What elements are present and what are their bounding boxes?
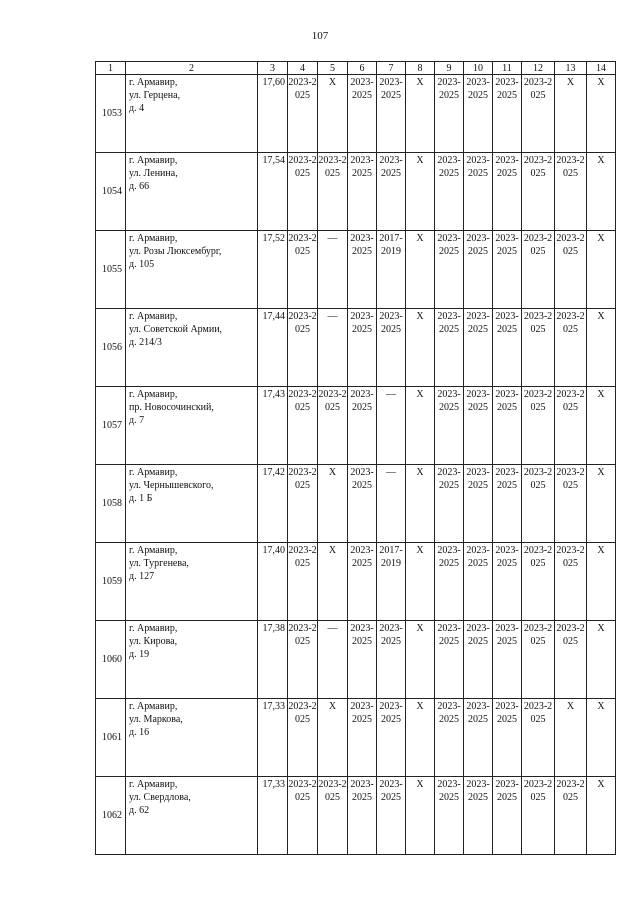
period-cell: 2023-2025 (555, 387, 587, 465)
column-header: 13 (555, 62, 587, 75)
row-number-cell: 1057 (96, 387, 126, 465)
address-line: ул. Ленина, (129, 168, 178, 179)
column-header: 11 (493, 62, 522, 75)
period-cell: Х (406, 621, 435, 699)
address-line: г. Армавир, (129, 701, 178, 712)
period-cell: 2023-2025 (435, 465, 464, 543)
period-cell: Х (587, 621, 616, 699)
period-cell: 2023-2025 (555, 621, 587, 699)
address-cell (126, 153, 258, 231)
period-cell: 2023-2025 (522, 75, 555, 153)
column-header: 8 (406, 62, 435, 75)
period-cell: 2023-2025 (493, 231, 522, 309)
period-cell: 2023-2025 (377, 309, 406, 387)
address-line: г. Армавир, (129, 311, 178, 322)
table-row (96, 543, 616, 621)
period-cell: 2023-2025 (377, 621, 406, 699)
period-cell: 2023-2025 (493, 387, 522, 465)
address-line: г. Армавир, (129, 623, 178, 634)
period-cell: 2023-2025 (493, 777, 522, 855)
period-cell: Х (587, 153, 616, 231)
period-cell: 2023-2025 (435, 231, 464, 309)
period-cell: 2023-2025 (493, 153, 522, 231)
address-line: г. Армавир, (129, 779, 178, 790)
address-line: ул. Маркова, (129, 714, 183, 725)
column-header: 2 (126, 62, 258, 75)
period-cell: 2023-2025 (377, 777, 406, 855)
address-line: г. Армавир, (129, 389, 178, 400)
period-cell: 2023-2025 (464, 777, 493, 855)
address-cell (126, 543, 258, 621)
period-cell: 2023-2025 (464, 387, 493, 465)
column-header: 3 (258, 62, 288, 75)
address-cell (126, 75, 258, 153)
registry-table (95, 61, 616, 855)
page-number: 107 (311, 30, 329, 42)
address-cell (126, 777, 258, 855)
address-line: д. 7 (129, 415, 145, 426)
period-cell: 2017-2019 (377, 543, 406, 621)
row-number-cell: 1059 (96, 543, 126, 621)
period-cell: 2023-2025 (288, 621, 318, 699)
period-cell: 2023-2025 (522, 309, 555, 387)
period-cell: 2023-2025 (493, 309, 522, 387)
table-row (96, 387, 616, 465)
column-header: 12 (522, 62, 555, 75)
period-cell: 2023-2025 (348, 231, 377, 309)
address-line: д. 214/3 (129, 337, 162, 348)
column-header: 7 (377, 62, 406, 75)
address-line: г. Армавир, (129, 467, 178, 478)
address-line: пр. Новосочинский, (129, 402, 214, 413)
address-cell (126, 699, 258, 777)
address-cell (126, 621, 258, 699)
table-row (96, 153, 616, 231)
period-cell: 2023-2025 (435, 621, 464, 699)
column-header-row (96, 62, 616, 75)
period-cell: 2023-2025 (555, 309, 587, 387)
period-cell: 2023-2025 (348, 309, 377, 387)
address-line: ул. Чернышевского, (129, 480, 214, 491)
address-cell (126, 465, 258, 543)
address-line: ул. Розы Люксембург, (129, 246, 222, 257)
value-cell: 17,40 (258, 543, 288, 621)
period-cell: Х (318, 465, 348, 543)
address-line: г. Армавир, (129, 233, 178, 244)
row-number-cell: 1058 (96, 465, 126, 543)
table-row (96, 465, 616, 543)
period-cell: 2023-2025 (555, 231, 587, 309)
period-cell: 2023-2025 (435, 309, 464, 387)
column-header: 14 (587, 62, 616, 75)
table-row (96, 309, 616, 387)
period-cell: 2023-2025 (522, 543, 555, 621)
row-number-cell: 1053 (96, 75, 126, 153)
period-cell: 2023-2025 (493, 465, 522, 543)
period-cell: 2023-2025 (464, 75, 493, 153)
period-cell: 2023-2025 (348, 777, 377, 855)
period-cell: 2023-2025 (435, 699, 464, 777)
period-cell: 2023-2025 (522, 465, 555, 543)
period-cell: Х (587, 309, 616, 387)
address-line: ул. Кирова, (129, 636, 178, 647)
column-header: 4 (288, 62, 318, 75)
table-body (96, 75, 616, 855)
period-cell: 2023-2025 (377, 699, 406, 777)
address-line: д. 19 (129, 649, 150, 660)
period-cell: 2023-2025 (288, 309, 318, 387)
period-cell: — (377, 465, 406, 543)
period-cell: Х (555, 75, 587, 153)
period-cell: Х (587, 543, 616, 621)
period-cell: 2023-2025 (348, 153, 377, 231)
period-cell: 2023-2025 (555, 153, 587, 231)
column-header: 6 (348, 62, 377, 75)
period-cell: Х (406, 309, 435, 387)
column-header: 5 (318, 62, 348, 75)
period-cell: 2023-2025 (464, 231, 493, 309)
row-number-cell: 1060 (96, 621, 126, 699)
period-cell: 2017-2019 (377, 231, 406, 309)
address-line: д. 1 Б (129, 493, 153, 504)
address-line: д. 127 (129, 571, 155, 582)
address-line: д. 105 (129, 259, 155, 270)
value-cell: 17,42 (258, 465, 288, 543)
value-cell: 17,44 (258, 309, 288, 387)
period-cell: 2023-2025 (348, 465, 377, 543)
address-line: ул. Тургенева, (129, 558, 189, 569)
address-line: г. Армавир, (129, 77, 178, 88)
period-cell: Х (555, 699, 587, 777)
period-cell: 2023-2025 (377, 153, 406, 231)
period-cell: 2023-2025 (464, 465, 493, 543)
period-cell: Х (318, 699, 348, 777)
period-cell: Х (406, 387, 435, 465)
column-header: 9 (435, 62, 464, 75)
value-cell: 17,43 (258, 387, 288, 465)
column-header: 10 (464, 62, 493, 75)
period-cell: 2023-2025 (522, 699, 555, 777)
value-cell: 17,54 (258, 153, 288, 231)
period-cell: 2023-2025 (288, 777, 318, 855)
period-cell: — (318, 231, 348, 309)
table-row (96, 621, 616, 699)
period-cell: 2023-2025 (318, 387, 348, 465)
period-cell: 2023-2025 (288, 543, 318, 621)
period-cell: Х (587, 75, 616, 153)
period-cell: 2023-2025 (435, 543, 464, 621)
address-cell (126, 387, 258, 465)
period-cell: 2023-2025 (493, 621, 522, 699)
address-line: ул. Свердлова, (129, 792, 191, 803)
row-number-cell: 1056 (96, 309, 126, 387)
value-cell: 17,33 (258, 699, 288, 777)
table-row (96, 699, 616, 777)
address-line: ул. Герцена, (129, 90, 181, 101)
period-cell: 2023-2025 (522, 387, 555, 465)
address-cell (126, 231, 258, 309)
value-cell: 17,60 (258, 75, 288, 153)
column-header: 1 (96, 62, 126, 75)
row-number-cell: 1055 (96, 231, 126, 309)
period-cell: 2023-2025 (288, 699, 318, 777)
period-cell: 2023-2025 (464, 543, 493, 621)
period-cell: 2023-2025 (348, 75, 377, 153)
period-cell: 2023-2025 (288, 153, 318, 231)
value-cell: 17,52 (258, 231, 288, 309)
row-number-cell: 1061 (96, 699, 126, 777)
period-cell: Х (406, 543, 435, 621)
period-cell: 2023-2025 (464, 153, 493, 231)
period-cell: 2023-2025 (464, 621, 493, 699)
period-cell: 2023-2025 (288, 465, 318, 543)
period-cell: 2023-2025 (377, 75, 406, 153)
period-cell: 2023-2025 (348, 699, 377, 777)
value-cell: 17,33 (258, 777, 288, 855)
period-cell: Х (318, 75, 348, 153)
period-cell: 2023-2025 (288, 231, 318, 309)
period-cell: Х (587, 465, 616, 543)
period-cell: 2023-2025 (464, 309, 493, 387)
period-cell: 2023-2025 (318, 777, 348, 855)
period-cell: 2023-2025 (348, 543, 377, 621)
period-cell: 2023-2025 (348, 387, 377, 465)
period-cell: 2023-2025 (522, 777, 555, 855)
period-cell: Х (587, 387, 616, 465)
period-cell: 2023-2025 (318, 153, 348, 231)
table-row (96, 231, 616, 309)
address-line: д. 62 (129, 805, 150, 816)
address-cell (126, 309, 258, 387)
period-cell: — (318, 309, 348, 387)
period-cell: Х (587, 231, 616, 309)
table-row (96, 777, 616, 855)
period-cell: 2023-2025 (555, 543, 587, 621)
period-cell: 2023-2025 (493, 543, 522, 621)
period-cell: 2023-2025 (555, 465, 587, 543)
period-cell: 2023-2025 (435, 75, 464, 153)
period-cell: 2023-2025 (522, 231, 555, 309)
period-cell: Х (406, 465, 435, 543)
period-cell: 2023-2025 (435, 153, 464, 231)
period-cell: 2023-2025 (522, 153, 555, 231)
period-cell: 2023-2025 (435, 387, 464, 465)
address-line: г. Армавир, (129, 545, 178, 556)
period-cell: — (318, 621, 348, 699)
period-cell: Х (406, 75, 435, 153)
period-cell: 2023-2025 (493, 75, 522, 153)
period-cell: 2023-2025 (288, 387, 318, 465)
period-cell: Х (587, 699, 616, 777)
period-cell: Х (406, 153, 435, 231)
period-cell: Х (406, 777, 435, 855)
period-cell: 2023-2025 (464, 699, 493, 777)
period-cell: 2023-2025 (555, 777, 587, 855)
table-row (96, 75, 616, 153)
address-line: г. Армавир, (129, 155, 178, 166)
period-cell: 2023-2025 (522, 621, 555, 699)
row-number-cell: 1062 (96, 777, 126, 855)
period-cell: Х (587, 777, 616, 855)
address-line: д. 16 (129, 727, 150, 738)
period-cell: 2023-2025 (348, 621, 377, 699)
row-number-cell: 1054 (96, 153, 126, 231)
address-line: д. 66 (129, 181, 150, 192)
period-cell: — (377, 387, 406, 465)
period-cell: 2023-2025 (288, 75, 318, 153)
address-line: ул. Советской Армии, (129, 324, 223, 335)
period-cell: 2023-2025 (435, 777, 464, 855)
address-line: д. 4 (129, 103, 145, 114)
period-cell: Х (406, 699, 435, 777)
value-cell: 17,38 (258, 621, 288, 699)
period-cell: Х (406, 231, 435, 309)
period-cell: Х (318, 543, 348, 621)
period-cell: 2023-2025 (493, 699, 522, 777)
